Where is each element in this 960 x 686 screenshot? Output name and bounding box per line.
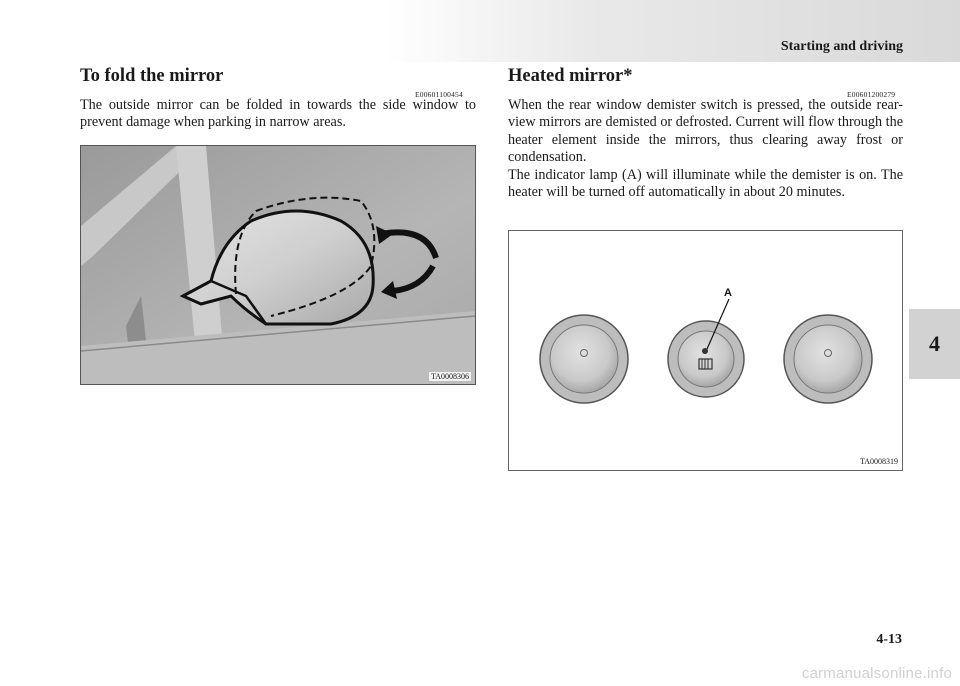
heated-mirror-text-1: When the rear window demister switch is pressed, the outside rear-view mirrors are demisted or defrosted. Current will flow through the heater element inside the mirrors, thus clearing away frost or condensation. — [508, 97, 903, 166]
section-title: Starting and driving — [780, 39, 903, 54]
chapter-tab[interactable]: 4 — [909, 309, 960, 379]
heated-figure-code: TA0008319 — [859, 457, 898, 466]
fold-mirror-heading: To fold the mirror — [80, 66, 224, 86]
page-number: 4-13 — [876, 632, 902, 647]
mirror-fold-illustration — [81, 146, 475, 384]
heated-mirror-code: E00601200279 — [847, 90, 896, 99]
fold-mirror-figure — [80, 145, 476, 385]
watermark: carmanualsonline.info — [801, 665, 952, 682]
heated-mirror-heading: Heated mirror* — [508, 66, 633, 86]
fold-mirror-code: E00601100454 — [415, 90, 463, 99]
heated-mirror-text-2: The indicator lamp (A) will illuminate while the demister is on. The heater will be turned off automatically in about 20 minutes. — [508, 167, 903, 201]
fold-figure-code: TA0008306 — [430, 372, 469, 381]
heated-mirror-figure — [508, 230, 903, 471]
fold-mirror-text: The outside mirror can be folded in towards the side window to prevent damage when parking in narrow areas. — [80, 97, 476, 131]
lamp-callout-label: A — [724, 287, 732, 299]
demister-switch-illustration — [509, 231, 902, 470]
